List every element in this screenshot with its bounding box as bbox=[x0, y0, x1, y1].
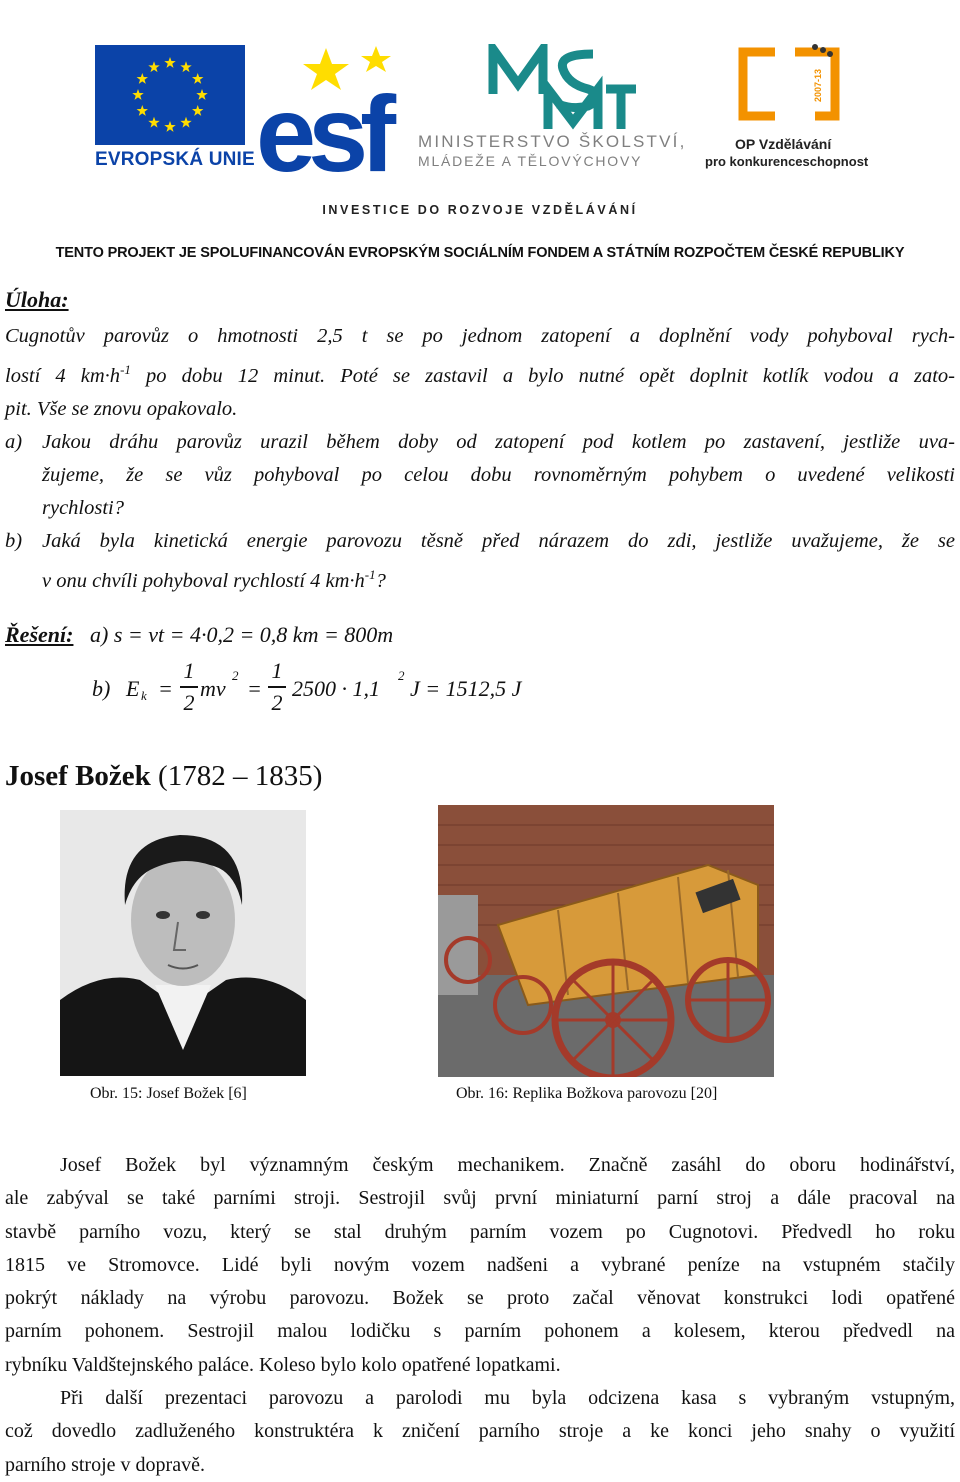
bio-line: pokrýt náklady na výrobu parovozu. Božek se proto začal věnovat konstrukci lodi opatřené bbox=[5, 1287, 955, 1310]
op-name-line1: OP Vzdělávání bbox=[735, 136, 832, 152]
op-logo bbox=[705, 44, 875, 174]
fraction: 1 2 bbox=[268, 658, 286, 716]
eu-star-icon bbox=[180, 117, 191, 128]
eu-star-icon bbox=[164, 57, 175, 68]
solution-b-label: b) bbox=[92, 676, 111, 701]
bio-line: ale zabýval se také parními stroji. Sestrojil svůj první miniaturní parní stroj a dále pracoval na bbox=[5, 1187, 955, 1210]
bio-line: parním pohonem. Sestrojil malou lodičku s parním pohonem a kolesem, kterou předvedl na bbox=[5, 1320, 955, 1343]
eu-star-icon bbox=[164, 121, 175, 132]
fraction: 1 2 bbox=[180, 658, 198, 716]
eu-star-icon bbox=[192, 73, 203, 84]
eu-star-icon bbox=[196, 89, 207, 100]
eu-star-icon bbox=[132, 89, 143, 100]
msmt-name-line1: MINISTERSTVO ŠKOLSTVÍ, bbox=[418, 132, 687, 151]
eu-star-icon bbox=[192, 105, 203, 116]
question-b: b) Jaká byla kinetická energie parovozu těsně před nárazem do zdi, jestliže uvažujeme, že se v onu chvíli pohyboval rychlostí 4 $km\cdot h^{-1}$? bbox=[5, 525, 955, 598]
bio-line: což dovedlo zadluženého konstruktéra k zničení parního stroje a ke konci jeho snahy o využití bbox=[5, 1420, 955, 1443]
msmt-name-line2: MLÁDEŽE A TĚLOVÝCHOVY bbox=[418, 153, 643, 169]
bio-line: 1815 ve Stromovce. Lidé byli novým vozem nadšeni a vybrané peníze na vstupném stačily bbox=[5, 1253, 955, 1276]
eu-star-icon bbox=[137, 105, 148, 116]
question-b-label: b) bbox=[5, 529, 23, 552]
eu-star-icon bbox=[180, 61, 191, 72]
esf-wordmark: esf bbox=[256, 73, 389, 194]
invest-tagline: INVESTICE DO ROZVOJE VZDĚLÁVÁNÍ bbox=[322, 203, 638, 217]
portrait-photo bbox=[60, 810, 306, 1076]
msmt-mark-icon bbox=[488, 44, 638, 132]
question-a: a) Jakou dráhu parovůz urazil během doby od zatopení pod kotlem po zastavení, jestliže uva- žujeme, že se vůz pohyboval po celou dobu rovnoměrným pohybem o uvedené velikosti rychlosti? bbox=[5, 426, 955, 525]
msmt-logo bbox=[418, 44, 688, 174]
eu-logo bbox=[95, 45, 255, 175]
project-statement: TENTO PROJEKT JE SPOLUFINANCOVÁN EVROPSKÝM SOCIÁLNÍM FONDEM A STÁTNÍM ROZPOČTEM ČESKÉ REPUBLIKY bbox=[55, 245, 905, 261]
op-mark-icon bbox=[735, 44, 845, 124]
eu-flag-icon bbox=[95, 45, 245, 145]
op-name-line2: pro konkurenceschopnost bbox=[705, 154, 869, 169]
op-years: 2007-13 bbox=[813, 68, 823, 102]
eu-star-icon bbox=[148, 117, 159, 128]
bio-text bbox=[5, 1149, 955, 1482]
bio-title: Josef Božek (1782 – 1835) bbox=[5, 760, 323, 792]
task-line: lostí 4 $km\cdot h^{-1}$ po dobu 12 minut. Poté se zastavil a bylo nutné opět doplnit kotlík vodou a zato- bbox=[5, 362, 956, 387]
task-line: pit. Vše se znovu opakovalo. bbox=[5, 397, 238, 420]
bio-line: Josef Božek byl významným českým mechanikem. Značně zasáhl do oboru hodinářství, bbox=[60, 1154, 955, 1176]
eu-label: EVROPSKÁ UNIE bbox=[95, 149, 255, 170]
bio-line: parního stroje v dopravě. bbox=[5, 1453, 205, 1476]
bio-line: stavbě parního vozu, který se stal druhým parním vozem po Cugnotovi. Předvedl ho roku bbox=[5, 1220, 955, 1243]
task-text bbox=[5, 320, 955, 598]
steam-car-photo bbox=[438, 805, 774, 1077]
task-line: Cugnotův parovůz o hmotnosti 2,5 t se po jednom zatopení a doplnění vody pohyboval rych- bbox=[5, 325, 955, 347]
caption-car: Obr. 16: Replika Božkova parovozu [20] bbox=[456, 1085, 718, 1102]
eu-star-icon bbox=[137, 73, 148, 84]
bio-line: Při další prezentaci parovozu a parolodi mu byla odcizena kasa s vybraným vstupným, bbox=[60, 1387, 955, 1410]
solution-b-formula: b) E k = 1 2 mv 2 = 1 2 2500 · 1,1 2 J = 1512,5 J bbox=[92, 658, 522, 715]
esf-logo bbox=[256, 44, 406, 194]
question-a-label: a) bbox=[5, 430, 23, 453]
solution-a: a) s = vt = 4·0,2 = 0,8 km = 800m bbox=[90, 622, 394, 647]
bio-line: rybníku Valdštejnského paláce. Koleso bylo kolo opatřené lopatkami. bbox=[5, 1353, 561, 1376]
eu-star-icon bbox=[148, 61, 159, 72]
solution-heading: Řešení: bbox=[5, 622, 74, 647]
caption-portrait: Obr. 15: Josef Božek [6] bbox=[90, 1085, 247, 1102]
task-heading: Úloha: bbox=[5, 287, 69, 312]
